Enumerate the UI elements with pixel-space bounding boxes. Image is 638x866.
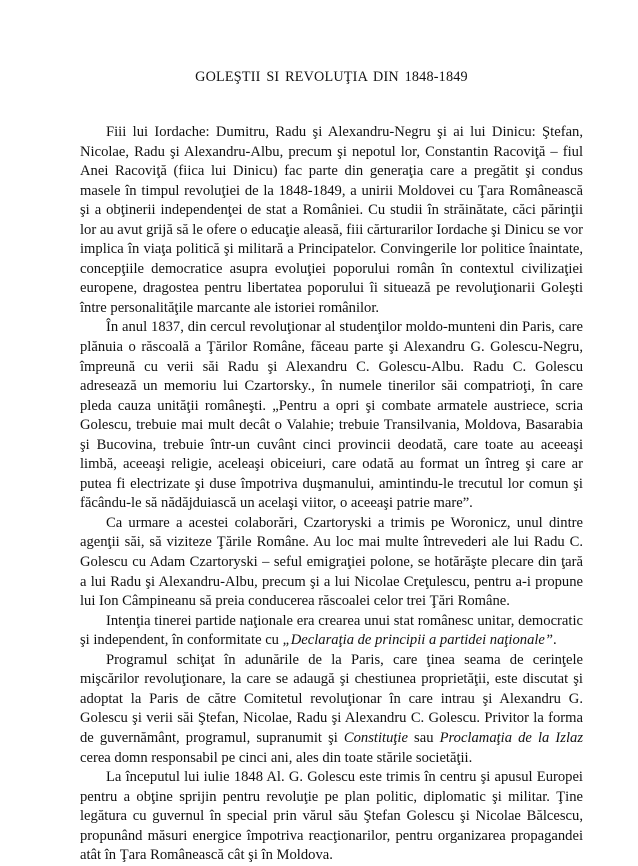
paragraph (80, 514, 583, 612)
text-run: Intenţia tinerei partide naţionale era crearea unui stat românesc unitar, democratic şi independent, în conformitate cu (80, 612, 583, 649)
document-body (80, 123, 583, 866)
text-run: Programul schiţat în adunările de la Paris, care ţinea seama de cerinţele mişcărilor revoluţionare, la care se adaugă şi chestiunea proprietăţii, este discutat şi adoptat la Paris de către Comitetul revoluţionar în care intrau şi Alexandru G. Golescu şi verii săi Ştefan, Nicolae, Radu şi Alexandru C. Golescu. Privitor la forma de guvernământ, programul, supranumit şi (80, 651, 583, 746)
paragraph (80, 318, 583, 513)
document-title: GOLEŞTII SI REVOLUŢIA DIN 1848-1849 (195, 69, 468, 85)
paragraph (80, 612, 583, 651)
text-run: cerea domn responsabil pe cinci ani, ales din toate stările societăţii. (80, 749, 473, 766)
paragraph (80, 651, 583, 768)
italic-text-run: Constituţie (343, 729, 408, 746)
text-run: La începutul lui iulie 1848 Al. G. Golescu este trimis în centru şi apusul Europei pentru a obţine sprijin pentru revoluţie pe plan politic, diplomatic şi militar. Ţine legătura cu guvernul în special prin vărul său Ştefan Golescu şi Nicolae Bălcescu, propunând măsuri energice împotriva reacţionarilor, pentru organizarea propagandei atât în Ţara Românească cât şi în Moldova. (80, 769, 583, 864)
italic-text-run: Proclamaţia de la Izlaz (439, 729, 583, 746)
paragraph (80, 123, 583, 318)
paragraph (80, 768, 583, 866)
text-run: Ca urmare a acestei colaborări, Czartoryski a trimis pe Woronicz, unul dintre agenţii săi, să viziteze Ţările Române. Au loc mai multe întrevederi ale lui Radu C. Golescu cu Adam Czartoryski – seful emigraţiei polone, se hotărăşte plecare din ţară a lui Radu şi Alexandru-Albu, precum şi a lui Nicolae Creţulescu, pentru a-i propune lui Ion Câmpineanu să preia conducerea răscoalei celor trei Ţări Române. (80, 514, 583, 610)
italic-text-run: „Declaraţia de principii a partidei naţionale” (282, 632, 554, 649)
text-run: . (553, 632, 557, 649)
text-run: sau (407, 729, 440, 746)
text-run: În anul 1837, din cercul revoluţionar al studenţilor moldo-munteni din Paris, care plănuia o răscoală a Ţărilor Române, făceau parte şi Alexandru G. Golescu-Negru, împreună cu verii săi Radu şi Alexandru C. Golescu-Albu. Radu C. Golescu adresează un memoriu lui Czartorsky., în numele tinerilor săi compatrioţi, în care pleda cauza unităţii româneşti. „Pentru a opri şi combate armatele austriece, scria Golescu, trebuie mai mult decât o Valahie; trebuie Transilvania, Moldova, Basarabia şi Bucovina, trebuie într-un cuvânt cinci provincii deodată, care toate au aceeaşi limbă, aceeaşi religie, aceleaşi obiceiuri, care odată au format un întreg şi care ar putea fi electrizate şi duse împotriva duşmanului, amintindu-le trecutul lor comun şi făcându-le să nădăjduiască un acelaşi viitor, o aceeaşi patrie mare”. (80, 319, 583, 512)
text-run: Fiii lui Iordache: Dumitru, Radu şi Alexandru-Negru şi ai lui Dinicu: Ştefan, Nicolae, Radu şi Alexandru-Albu, precum şi nepotul lor, Constantin Racoviţă – fiul Anei Racoviţă (fiica lui Dinicu) fac parte din generaţia care a pregătit şi condus masele în timpul revoluţiei de la 1848-1849, a unirii Moldovei cu Ţara Românească şi a obţinerii independenţei de stat a României. Cu studii în străinătate, căci părinţii lor au avut grijă să le ofere o educaţie aleasă, fiii cărturarilor Iordache şi Dinicu se vor implica în viaţa politică şi militară a Principatelor. Convingerile lor politice înaintate, concepţiile democratice asupra evoluţiei poporului român în contextul civilizaţiei europene, dragostea pentru libertatea poporului îi situează pe revoluţionarii Goleşti între personalităţile marcante ale istoriei românilor. (80, 124, 583, 316)
